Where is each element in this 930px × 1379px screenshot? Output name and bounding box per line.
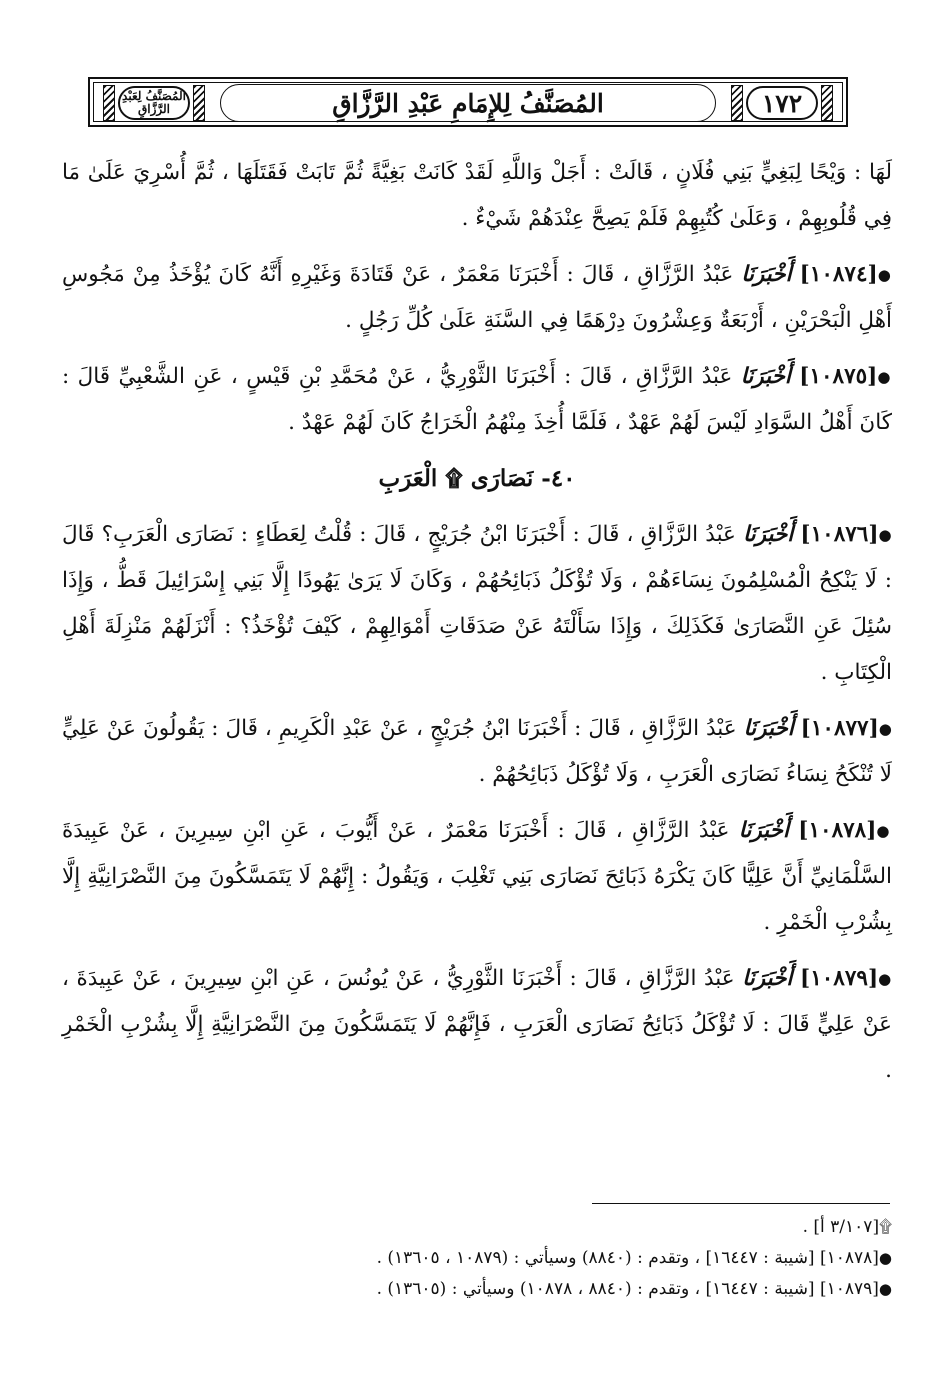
ornament-stripes-icon xyxy=(193,85,205,121)
narration-marker: أَخْبَرَنَا xyxy=(743,522,794,547)
hadith-number: [١٠٨٧٦] xyxy=(800,522,879,547)
hadith-10874 xyxy=(62,252,892,344)
hadith-number: [١٠٨٧٨] xyxy=(798,818,877,843)
chapter-heading: ٤٠- نَصَارَى ۩ الْعَرَبِ xyxy=(378,465,576,492)
hadith-10877 xyxy=(62,706,892,798)
footnote-text: [١٠٨٧٩] [شيبة : ١٦٤٤٧] ، وتقدم : (٨٨٤٠ ، ١٠٨٧٨) وسيأتي : (١٣٦٠٥) . xyxy=(376,1279,879,1299)
narration-marker: أَخْبَرَنَا xyxy=(743,716,794,741)
hadith-10875 xyxy=(62,354,892,446)
bullet-icon: ● xyxy=(877,266,893,284)
ornament-stripes-icon xyxy=(731,85,743,121)
book-seal: المُصَنَّفُ لِعَبْدِ الرَّزَّاقِ xyxy=(118,86,190,120)
book-title: المُصَنَّفُ لِلإِمَامِ عَبْدِ الرَّزَّاقِ xyxy=(220,84,716,122)
hadith-text: عَبْدُ الرَّزَّاقِ ، قَالَ : أَخْبَرَنَا الثَّوْرِيُّ ، عَنْ مُحَمَّدِ بْنِ قَيْسٍ ، عَنِ الشَّعْبِيِّ قَالَ : كَانَ أَهْلُ السَّوَادِ لَيْسَ لَهُمْ عَهْدٌ ، فَلَمَّا أُخِذَ مِنْهُمُ الْخَرَاجُ كَانَ لَهُمْ عَهْدٌ . xyxy=(62,364,892,435)
page-number: ١٧٢ xyxy=(746,86,818,120)
paragraph-continuation: لَهَا : وَيْحًا لِبَغِيٍّ بَنِي فُلَانٍ ، قَالَتْ : أَجَلْ وَاللَّهِ لَقَدْ كَانَتْ بَغِيَّةً ثُمَّ تَابَتْ فَقَتَلَهَا ، ثُمَّ أُسْرِيَ عَلَىٰ مَا فِي قُلُوبِهِمْ ، وَعَلَىٰ كُتُبِهِمْ فَلَمْ يَصِحَّ عِنْدَهُمْ شَيْءٌ . xyxy=(62,160,892,231)
footnotes xyxy=(62,1212,892,1305)
footnote-separator xyxy=(592,1203,890,1204)
hadith-text: عَبْدُ الرَّزَّاقِ ، قَالَ : أَخْبَرَنَا ابْنُ جُرَيْجٍ ، قَالَ : قُلْتُ لِعَطَاءٍ : نَصَارَى الْعَرَبِ؟ قَالَ : لَا يَنْكِحُ الْمُسْلِمُونَ نِسَاءَهُمْ ، وَلَا تُؤْكَلُ ذَبَائِحُهُمْ ، وَكَانَ لَا يَرَىٰ يَهُودًا إِلَّا بَنِي إِسْرَائِيلَ قَطُّ ، وَإِذَا سُئِلَ عَنِ النَّصَارَىٰ فَكَذَلِكَ ، وَإِذَا سَأَلْتَهُ عَنْ صَدَقَاتِ أَمْوَالِهِمْ ، كَيْفَ تُؤْخَذُ؟ : أَنْزَلَهُمْ مَنْزِلَةَ أَهْلِ الْكِتَابِ . xyxy=(62,522,892,685)
hadith-number: [١٠٨٧٩] xyxy=(800,966,879,991)
narration-marker: أَخْبَرَنَا xyxy=(740,364,791,389)
narration-marker: أَخْبَرَنَا xyxy=(742,966,793,991)
ornament-stripes-icon xyxy=(103,85,115,121)
narration-marker: أَخْبَرَنَا xyxy=(738,818,789,843)
narration-marker: أَخْبَرَنَا xyxy=(741,262,792,287)
header-ornament-right xyxy=(723,84,841,122)
hadith-text: عَبْدُ الرَّزَّاقِ ، قَالَ : أَخْبَرَنَا الثَّوْرِيُّ ، عَنْ يُونُسَ ، عَنِ ابْنِ سِيرِينَ ، عَنْ عَبِيدَةَ ، عَنْ عَلِيٍّ قَالَ : لَا تُؤْكَلُ ذَبَائِحُ نَصَارَى الْعَرَبِ ، فَإِنَّهُمْ لَا يَتَمَسَّكُونَ مِنَ النَّصْرَانِيَّةِ إِلَّا بِشُرْبِ الْخَمْرِ . xyxy=(62,966,892,1083)
hadith-10879 xyxy=(62,956,892,1094)
hadith-number: [١٠٨٧٤] xyxy=(799,262,878,287)
footnote-10878 xyxy=(62,1243,892,1274)
footnote-10879 xyxy=(62,1274,892,1305)
hadith-10878 xyxy=(62,808,892,946)
bullet-icon: ● xyxy=(878,970,892,988)
bullet-icon: ● xyxy=(877,368,892,386)
hadith-text: عَبْدُ الرَّزَّاقِ ، قَالَ : أَخْبَرَنَا ابْنُ جُرَيْجٍ ، عَنْ عَبْدِ الْكَرِيمِ ، قَالَ : يَقُولُونَ عَنْ عَلِيٍّ لَا تُنْكَحُ نِسَاءُ نَصَارَى الْعَرَبِ ، وَلَا تُؤْكَلُ ذَبَائِحُهُمْ . xyxy=(62,716,892,787)
bullet-icon: ● xyxy=(876,822,892,840)
footnote-text: [١٠٨٧٨] [شيبة : ١٦٤٤٧] ، وتقدم : (٨٨٤٠) وسيأتي : (١٠٨٧٩ ، ١٣٦٠٥) . xyxy=(376,1248,879,1268)
hadith-number: [١٠٨٧٥] xyxy=(799,364,878,389)
main-text xyxy=(62,150,892,1104)
header-ornament-left xyxy=(95,84,213,122)
running-header xyxy=(88,77,848,127)
hadith-number: [١٠٨٧٧] xyxy=(800,716,879,741)
hadith-10876 xyxy=(62,512,892,696)
hadith-text: عَبْدُ الرَّزَّاقِ ، قَالَ : أَخْبَرَنَا مَعْمَرٌ ، عَنْ قَتَادَةَ وَغَيْرِهِ أَنَّهُ كَانَ يُؤْخَذُ مِنْ مَجُوسِ أَهْلِ الْبَحْرَيْنِ ، أَرْبَعَةٌ وَعِشْرُونَ دِرْهَمًا فِي السَّنَةِ عَلَىٰ كُلِّ رَجُلٍ . xyxy=(62,262,892,333)
hadith-text: عَبْدُ الرَّزَّاقِ ، قَالَ : أَخْبَرَنَا مَعْمَرٌ ، عَنْ أَيُّوبَ ، عَنِ ابْنِ سِيرِينَ ، عَنْ عَبِيدَةَ السَّلْمَانِيِّ أَنَّ عَلِيًّا كَانَ يَكْرَهُ ذَبَائِحَ نَصَارَى بَنِي تَغْلِبَ ، وَيَقُولُ : إِنَّهُمْ لَا يَتَمَسَّكُونَ مِنَ النَّصْرَانِيَّةِ إِلَّا بِشُرْبِ الْخَمْرِ . xyxy=(62,818,892,935)
footnote-folio: ۩[٣/١٠٧ أ] . xyxy=(802,1217,892,1237)
ornament-stripes-icon xyxy=(821,85,833,121)
bullet-icon: ● xyxy=(878,720,892,738)
bullet-icon: ● xyxy=(878,1249,892,1267)
bullet-icon: ● xyxy=(878,526,892,544)
bullet-icon: ● xyxy=(878,1280,892,1298)
